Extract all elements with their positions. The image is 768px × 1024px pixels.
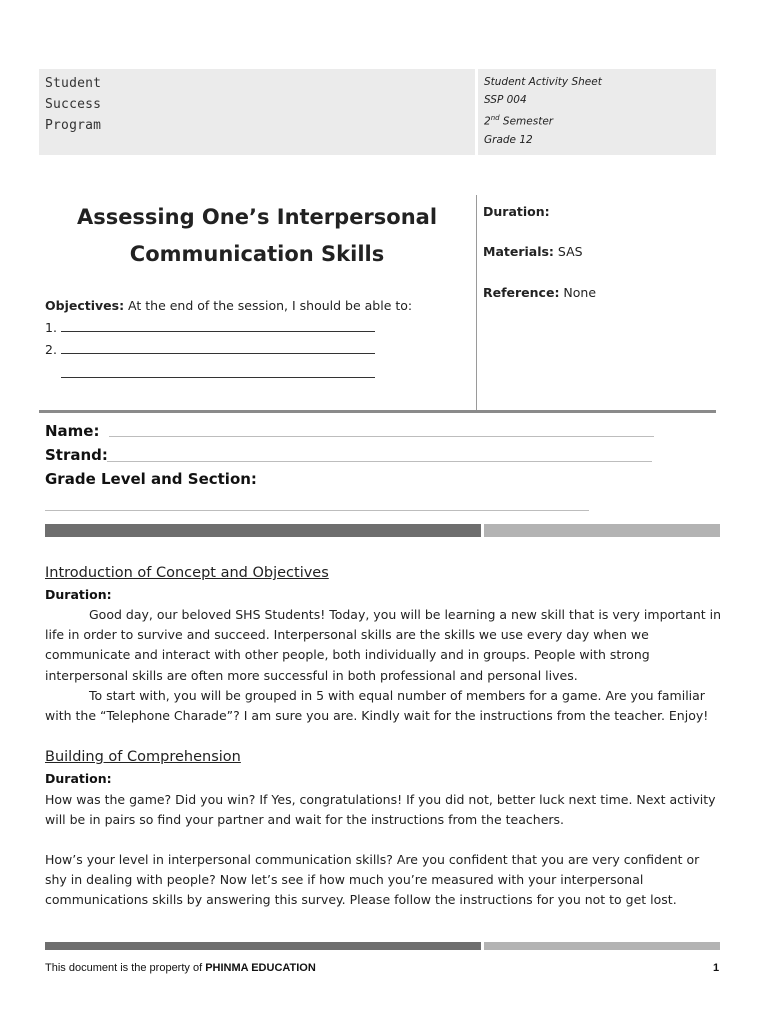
semester-word: Semester [499, 115, 554, 128]
semester-suffix: nd [490, 114, 500, 122]
program-name-line-1: Student [45, 76, 102, 91]
intro-paragraph-2-text: To start with, you will be grouped in 5 with equal number of members for a game. Are you familiar with the “Telephone Charade”? I am sure you are. Kindly wait for the instructions from the teacher. Enjoy! [45, 688, 709, 724]
duration-info [483, 204, 550, 219]
objective-item-2-continued [61, 366, 375, 381]
reference-info [483, 285, 596, 300]
sheet-grade: Grade 12 [484, 133, 533, 146]
program-name-line-3: Program [45, 118, 102, 133]
divider-bar-dark [45, 524, 481, 537]
reference-label: Reference: [483, 285, 560, 300]
footer-text: This document is the property of [45, 962, 206, 974]
section-rule [39, 410, 716, 413]
intro-duration-label: Duration: [45, 587, 112, 602]
grade-section-label: Grade Level and Section: [45, 470, 257, 488]
objective-number-1: 1. [45, 320, 57, 335]
footer-org: PHINMA EDUCATION [205, 962, 316, 974]
footer-ownership [45, 962, 316, 974]
grade-section-field[interactable] [45, 510, 589, 511]
intro-paragraph-2 [45, 686, 725, 726]
comprehension-section-title: Building of Comprehension [45, 749, 241, 765]
comprehension-duration-label: Duration: [45, 771, 112, 786]
strand-label: Strand: [45, 446, 108, 464]
objective-blank-1[interactable] [61, 330, 375, 332]
objectives-label: Objectives: [45, 298, 125, 313]
objective-item-1 [45, 320, 375, 335]
sheet-code: SSP 004 [484, 94, 527, 106]
strand-field[interactable] [107, 461, 652, 462]
program-name-line-2: Success [45, 97, 102, 112]
page-number: 1 [713, 962, 720, 974]
comprehension-paragraph-2: How’s your level in interpersonal communication skills? Are you confident that you are very confident or shy in dealing with people? Now let’s see if how much you’re measured with your interpersonal communications skills by answering this survey. Please follow the instructions for you not to get lost. [45, 852, 700, 908]
intro-section-title: Introduction of Concept and Objectives [45, 565, 329, 581]
materials-value: SAS [553, 244, 583, 259]
objective-blank-2[interactable] [61, 352, 375, 354]
objective-item-2 [45, 342, 375, 357]
sheet-type: Student Activity Sheet [484, 76, 602, 88]
column-divider [476, 195, 477, 411]
page-title-line-2: Communication Skills [129, 242, 385, 266]
materials-info [483, 244, 583, 259]
materials-label: Materials: [483, 244, 554, 259]
divider-bar-light [484, 524, 720, 537]
semester-number: 2 [484, 115, 491, 128]
reference-value: None [559, 285, 597, 300]
program-header-box [39, 69, 475, 155]
intro-paragraph-1 [45, 605, 725, 686]
footer-bar-light [484, 942, 720, 950]
objectives-intro [45, 298, 412, 313]
duration-label: Duration: [483, 204, 550, 219]
page-title-line-1: Assessing One’s Interpersonal [76, 205, 438, 229]
name-field[interactable] [109, 436, 654, 437]
sheet-info-box [478, 69, 716, 155]
objective-blank-3[interactable] [61, 376, 375, 378]
footer-bar-dark [45, 942, 481, 950]
comprehension-paragraph-1: How was the game? Did you win? If Yes, congratulations! If you did not, better luck next time. Next activity will be in pairs so find your partner and wait for the instructions from the teachers. [45, 792, 716, 828]
name-label: Name: [45, 422, 100, 440]
intro-paragraph-1-text: Good day, our beloved SHS Students! Today, you will be learning a new skill that is very important in life in order to survive and succeed. Interpersonal skills are the skills we use every day when we communicate and interact with other people, both individually and in groups. People with strong interpersonal skills are often more successful in both professional and personal lives. [45, 607, 722, 683]
objectives-text: At the end of the session, I should be able to: [124, 298, 413, 313]
sheet-semester [484, 109, 602, 131]
objective-number-2: 2. [45, 342, 57, 357]
